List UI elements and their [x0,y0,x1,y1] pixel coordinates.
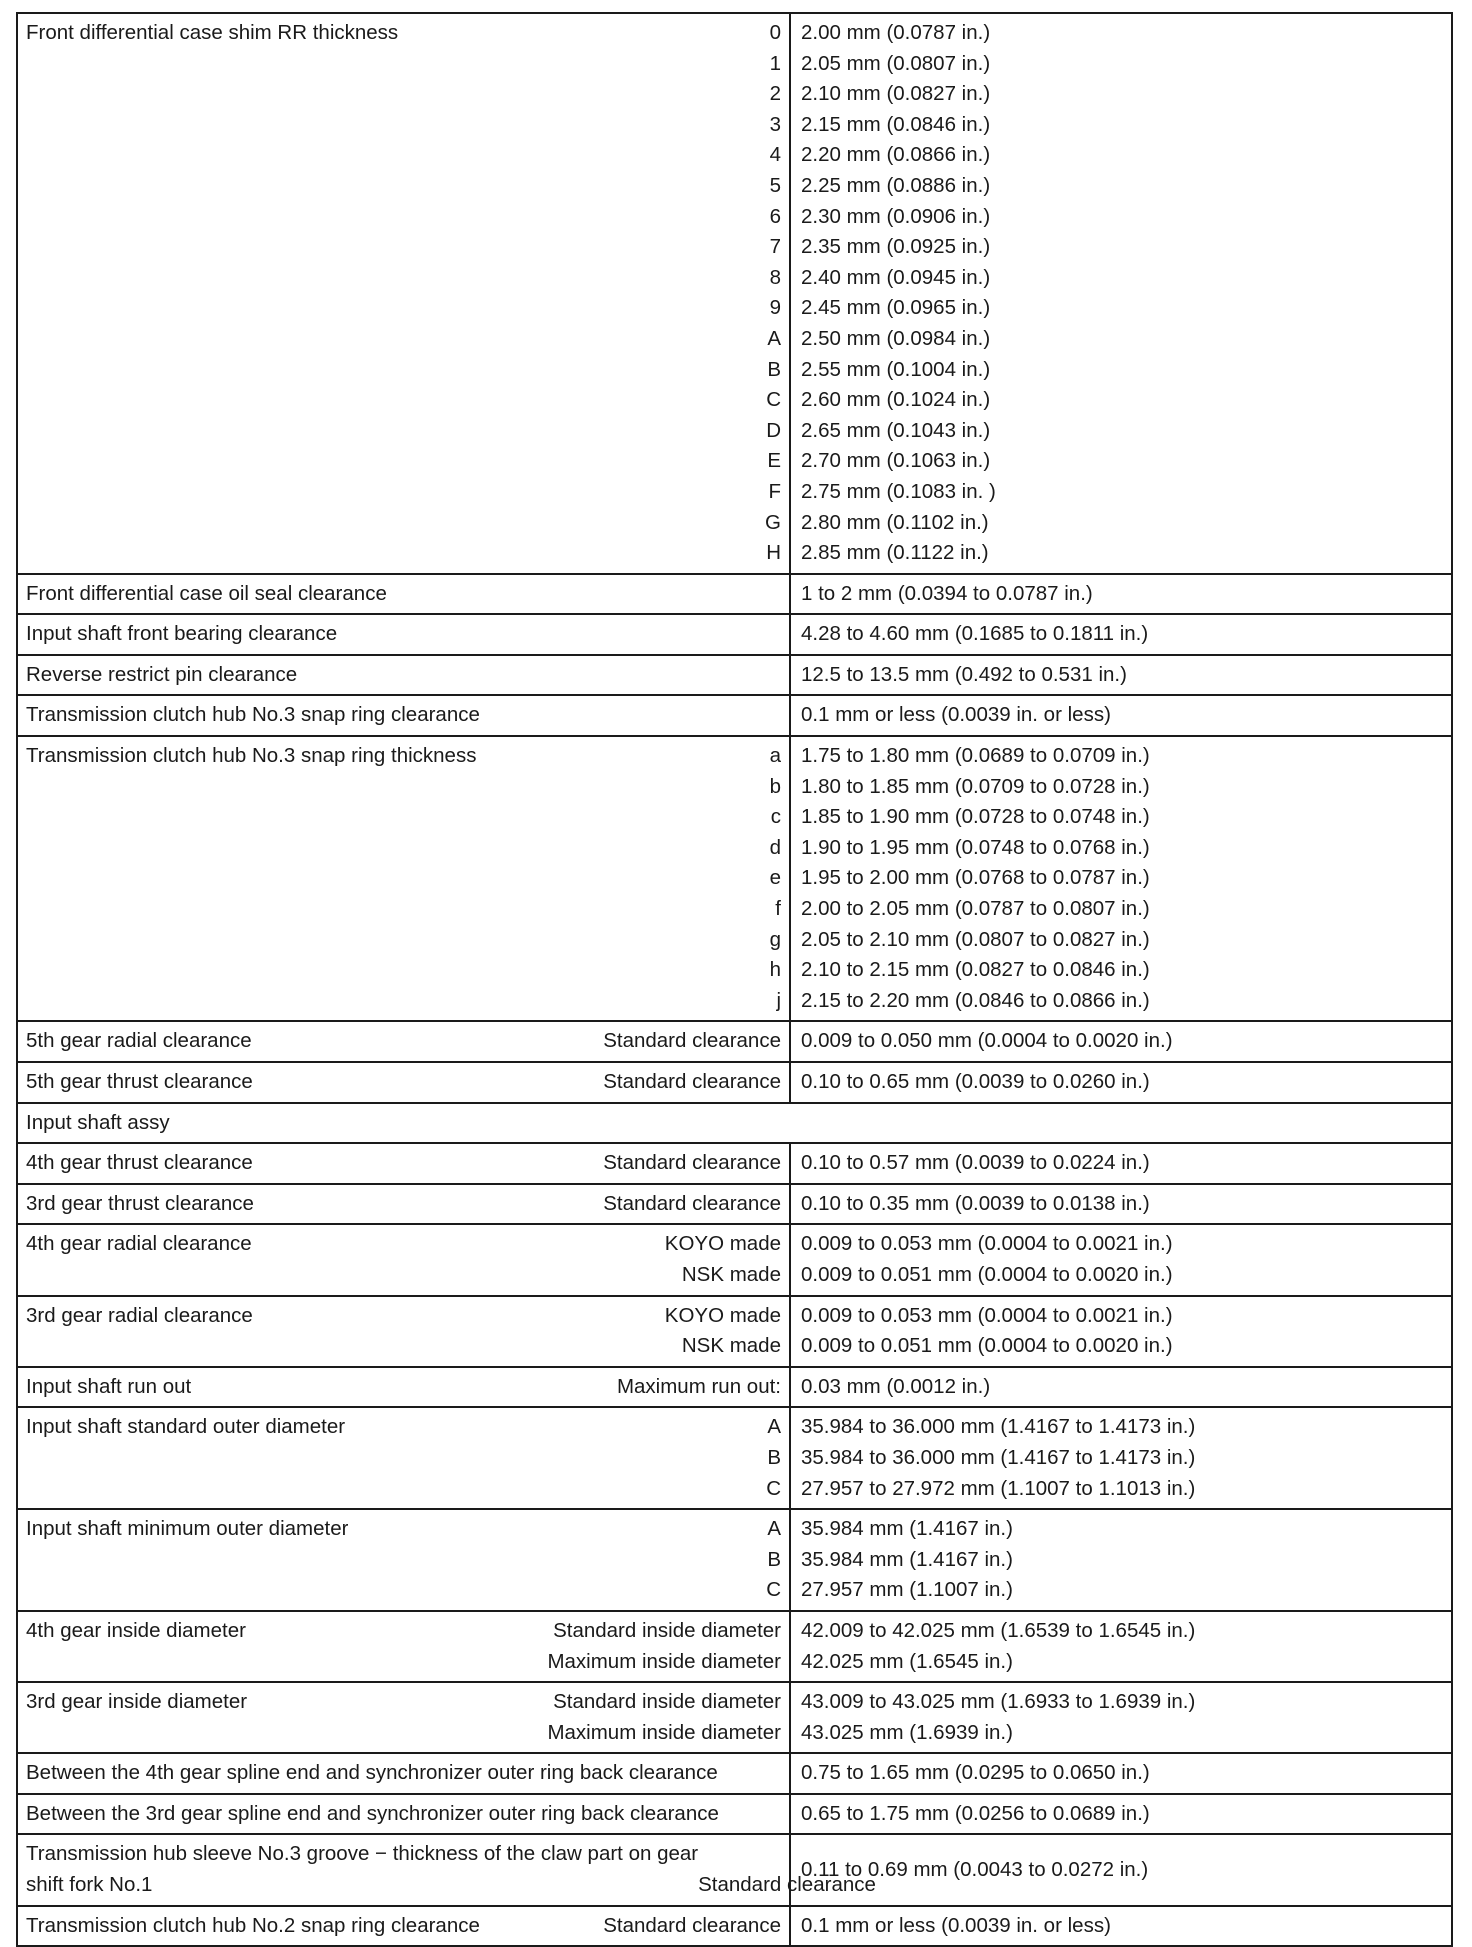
spec-value: 0.009 to 0.051 mm (0.0004 to 0.0020 in.) [801,1262,1173,1286]
spec-condition-group [770,741,781,1016]
spec-item-cell [17,736,790,1021]
spec-condition-group [766,1412,781,1504]
spec-value-cell [790,1143,1452,1184]
spec-item-label-group [26,1514,348,1606]
spec-item-label-group [26,1229,252,1290]
spec-condition-label: NSK made [681,1334,781,1358]
spec-value: 0.03 mm (0.0012 in.) [801,1374,991,1398]
spec-item-label: Reverse restrict pin clearance [26,662,298,686]
spec-item-cell [17,574,790,615]
spec-item-content [26,1412,781,1504]
spec-value-cell [790,695,1452,736]
spec-value: 2.10 to 2.15 mm (0.0827 to 0.0846 in.) [801,958,1150,982]
spec-item-cell [17,695,790,736]
spec-item-label: Transmission clutch hub No.3 snap ring clearance [26,703,480,727]
spec-condition-label: E [767,449,781,473]
spec-value: 1.90 to 1.95 mm (0.0748 to 0.0768 in.) [801,835,1150,859]
spec-item-label-group [26,1301,253,1362]
spec-value: 27.957 to 27.972 mm (1.1007 to 1.1013 in.) [801,1476,1196,1500]
spec-row [17,1367,1452,1408]
spec-condition-label: A [767,1415,781,1439]
spec-value: 1.75 to 1.80 mm (0.0689 to 0.0709 in.) [801,744,1150,768]
spec-item-content [26,700,781,731]
spec-item-content [26,1189,781,1220]
spec-value: 0.009 to 0.053 mm (0.0004 to 0.0021 in.) [801,1303,1173,1327]
spec-value-cell [790,1906,1452,1947]
spec-item-label-group [26,1911,480,1942]
spec-item-cell [17,1143,790,1184]
spec-value: 2.35 mm (0.0925 in.) [801,235,991,259]
spec-item-label-group [26,1108,170,1139]
spec-value: 43.009 to 43.025 mm (1.6933 to 1.6939 in.) [801,1690,1196,1714]
spec-item-label: Front differential case shim RR thickness [26,21,399,44]
spec-condition-label: G [765,510,781,534]
spec-item-label: 3rd gear inside diameter [26,1690,248,1714]
spec-condition-label: Standard inside diameter [553,1618,781,1642]
spec-item-label: Input shaft run out [26,1374,192,1398]
spec-condition-label: d [769,835,781,859]
spec-value-cell [790,13,1452,574]
spec-item-label-group [26,1799,719,1830]
spec-item-cell [17,1296,790,1367]
spec-condition-label: H [766,541,781,565]
spec-condition-label: 6 [769,204,781,228]
spec-value: 2.15 mm (0.0846 in.) [801,112,991,136]
spec-item-label: 4th gear radial clearance [26,1232,252,1256]
spec-value-cell [790,1753,1452,1794]
spec-row [17,1143,1452,1184]
spec-row [17,655,1452,696]
spec-item-cell [17,1021,790,1062]
spec-value: 42.009 to 42.025 mm (1.6539 to 1.6545 in.) [801,1618,1196,1642]
spec-condition-label: c [770,805,781,829]
spec-row [17,614,1452,655]
spec-item-content [26,1758,781,1789]
spec-condition-label: Standard clearance [603,1191,781,1215]
spec-condition-group [603,1911,781,1942]
spec-item-label-group [26,579,387,610]
spec-value-cell [790,614,1452,655]
spec-value-cell [790,1794,1452,1835]
spec-value-cell [790,574,1452,615]
spec-condition-label: KOYO made [664,1232,781,1256]
spec-condition-label: 5 [769,173,781,197]
spec-value-cell [790,655,1452,696]
spec-item-label: 3rd gear radial clearance [26,1303,253,1327]
spec-item-content [26,1799,781,1830]
spec-item-content [26,18,781,569]
spec-value: 2.45 mm (0.0965 in.) [801,296,991,320]
spec-value: 35.984 mm (1.4167 in.) [801,1547,1013,1571]
spec-item-content [26,619,781,650]
spec-condition-label: B [767,357,781,381]
spec-condition-label: C [766,388,781,412]
spec-condition-label: Maximum run out: [616,1374,781,1398]
spec-condition-label: Maximum inside diameter [547,1720,781,1744]
spec-condition-label: KOYO made [664,1303,781,1327]
spec-value: 2.00 mm (0.0787 in.) [801,21,991,44]
spec-item-cell [17,13,790,574]
spec-condition-label: Standard inside diameter [553,1690,781,1714]
spec-item-content [26,1514,781,1606]
spec-item-label: Input shaft front bearing clearance [26,622,338,646]
spec-condition-label: Standard clearance [698,1873,876,1897]
spec-value: 0.10 to 0.35 mm (0.0039 to 0.0138 in.) [801,1191,1150,1215]
spec-value: 2.70 mm (0.1063 in.) [801,449,991,473]
spec-value: 0.10 to 0.65 mm (0.0039 to 0.0260 in.) [801,1070,1150,1093]
spec-item-cell [17,1753,790,1794]
spec-item-label-group [26,1616,246,1677]
spec-condition-label: Standard clearance [603,1151,781,1175]
spec-value: 2.00 to 2.05 mm (0.0787 to 0.0807 in.) [801,897,1150,921]
spec-item-content [26,1229,781,1290]
spec-item-cell [17,1407,790,1509]
spec-item-content [26,1687,781,1748]
spec-row [17,1753,1452,1794]
spec-condition-label: B [767,1445,781,1469]
spec-condition-group [603,1067,781,1098]
spec-item-cell [17,1224,790,1295]
spec-value-cell [790,1407,1452,1509]
spec-value: 2.25 mm (0.0886 in.) [801,173,991,197]
spec-condition-group [617,1372,781,1403]
spec-value: 0.11 to 0.69 mm (0.0043 to 0.0272 in.) [801,1857,1149,1881]
spec-value-cell [790,1021,1452,1062]
spec-item-content [26,1108,1443,1139]
spec-condition-label: 0 [769,21,781,44]
spec-row [17,695,1452,736]
spec-condition-label: A [767,326,781,350]
spec-value: 35.984 to 36.000 mm (1.4167 to 1.4173 in.) [801,1415,1196,1439]
spec-value-cell [790,1062,1452,1103]
spec-condition-group [665,1229,781,1290]
spec-item-cell [17,1184,790,1225]
spec-value: 2.65 mm (0.1043 in.) [801,418,991,442]
spec-item-label: Input shaft assy [26,1110,170,1134]
spec-item-label-group [26,700,480,731]
spec-condition-group [765,18,781,569]
spec-item-label: Input shaft minimum outer diameter [26,1517,349,1541]
spec-condition-label: Standard clearance [603,1913,781,1937]
spec-condition-label: h [769,958,781,982]
spec-value: 2.75 mm (0.1083 in. ) [801,479,996,503]
spec-condition-group [547,1616,781,1677]
spec-item-label-group [26,660,297,691]
spec-item-cell [17,614,790,655]
spec-value: 2.05 to 2.10 mm (0.0807 to 0.0827 in.) [801,927,1150,951]
spec-item-content [26,1616,781,1677]
spec-condition-label: b [769,774,781,798]
spec-value-cell [790,1224,1452,1295]
spec-condition-label: 8 [769,265,781,289]
spec-row [17,1062,1452,1103]
spec-row [17,1224,1452,1295]
spec-item-label-group [26,619,337,650]
spec-row [17,1407,1452,1509]
spec-item-content [26,1067,781,1098]
spec-item-label: 5th gear thrust clearance [26,1070,253,1093]
spec-condition-label: C [766,1476,781,1500]
spec-item-label-group [26,1758,718,1789]
spec-condition-group [665,1301,781,1362]
spec-item-label-group [26,1687,247,1748]
spec-item-cell [17,1062,790,1103]
spec-condition-label: A [767,1517,781,1541]
spec-value-cell [790,1611,1452,1682]
spec-item-label: Transmission hub sleeve No.3 groove − thickness of the claw part on gear [26,1842,699,1866]
spec-condition-label: Standard clearance [603,1070,781,1093]
specification-table [16,12,1453,1947]
spec-value: 2.30 mm (0.0906 in.) [801,204,991,228]
spec-value: 1.95 to 2.00 mm (0.0768 to 0.0787 in.) [801,866,1150,890]
spec-item-label-group [26,1026,252,1057]
spec-value: 1 to 2 mm (0.0394 to 0.0787 in.) [801,581,1093,605]
spec-item-content [26,1839,876,1900]
spec-condition-group [603,1189,781,1220]
spec-value: 0.75 to 1.65 mm (0.0295 to 0.0650 in.) [801,1761,1150,1785]
spec-condition-label: 9 [769,296,781,320]
spec-item-label: 5th gear radial clearance [26,1029,252,1053]
spec-item-cell [17,1611,790,1682]
spec-item-label: Input shaft standard outer diameter [26,1415,346,1439]
spec-row [17,1021,1452,1062]
spec-item-content [26,579,781,610]
spec-value: 27.957 mm (1.1007 in.) [801,1578,1013,1602]
spec-value: 0.009 to 0.050 mm (0.0004 to 0.0020 in.) [801,1029,1173,1053]
spec-value: 2.50 mm (0.0984 in.) [801,326,991,350]
spec-condition-label: a [769,744,781,768]
spec-value: 0.1 mm or less (0.0039 in. or less) [801,703,1111,727]
spec-condition-label: B [767,1547,781,1571]
spec-item-label-group [26,1839,698,1900]
spec-value: 35.984 to 36.000 mm (1.4167 to 1.4173 in.) [801,1445,1196,1469]
spec-item-content [26,1148,781,1179]
spec-item-label-group [26,1372,191,1403]
spec-item-label: shift fork No.1 [26,1873,153,1897]
spec-row [17,1611,1452,1682]
spec-value: 0.1 mm or less (0.0039 in. or less) [801,1913,1111,1937]
spec-row [17,13,1452,574]
spec-row [17,736,1452,1021]
spec-value-cell [790,1367,1452,1408]
spec-item-content [26,1372,781,1403]
spec-value-cell [790,1834,1452,1905]
spec-condition-label: f [775,897,781,921]
spec-item-label-group [26,1067,253,1098]
spec-item-label: 4th gear inside diameter [26,1618,246,1642]
spec-item-cell [17,1103,1452,1144]
spec-condition-label: 7 [769,235,781,259]
spec-value-cell [790,1184,1452,1225]
spec-value: 0.65 to 1.75 mm (0.0256 to 0.0689 in.) [801,1801,1150,1825]
spec-item-cell [17,1794,790,1835]
spec-item-label: Transmission clutch hub No.2 snap ring clearance [26,1913,480,1937]
spec-value: 43.025 mm (1.6939 in.) [801,1720,1013,1744]
spec-value: 2.05 mm (0.0807 in.) [801,51,991,75]
spec-item-cell [17,1906,790,1947]
spec-item-label: Transmission clutch hub No.3 snap ring thickness [26,744,477,768]
spec-item-label: Front differential case oil seal clearance [26,581,387,605]
spec-condition-group [603,1148,781,1179]
spec-value: 2.55 mm (0.1004 in.) [801,357,991,381]
spec-value: 2.80 mm (0.1102 in.) [801,510,989,534]
spec-condition-label: g [769,927,781,951]
spec-row [17,1794,1452,1835]
spec-condition-label: 1 [769,51,781,75]
spec-row [17,1682,1452,1753]
spec-item-label-group [26,18,398,569]
spec-condition-label: Standard clearance [603,1029,781,1053]
spec-condition-label: 3 [769,112,781,136]
spec-value: 2.10 mm (0.0827 in.) [801,82,991,106]
spec-item-cell [17,1367,790,1408]
spec-value: 42.025 mm (1.6545 in.) [801,1649,1013,1673]
spec-value: 1.85 to 1.90 mm (0.0728 to 0.0748 in.) [801,805,1150,829]
spec-value: 0.10 to 0.57 mm (0.0039 to 0.0224 in.) [801,1151,1150,1175]
spec-condition-label: 2 [769,82,781,106]
spec-condition-label: NSK made [681,1262,781,1286]
spec-item-content [26,1301,781,1362]
spec-value: 12.5 to 13.5 mm (0.492 to 0.531 in.) [801,662,1127,686]
spec-item-label: Between the 4th gear spline end and synchronizer outer ring back clearance [26,1761,718,1785]
spec-condition-label: Maximum inside diameter [547,1649,781,1673]
spec-item-content [26,660,781,691]
spec-row [17,1906,1452,1947]
spec-condition-label: C [766,1578,781,1602]
spec-value: 35.984 mm (1.4167 in.) [801,1517,1013,1541]
spec-item-label-group [26,741,476,1016]
spec-value: 4.28 to 4.60 mm (0.1685 to 0.1811 in.) [801,622,1149,646]
spec-item-label: 3rd gear thrust clearance [26,1191,254,1215]
spec-row [17,1184,1452,1225]
spec-item-cell [17,1682,790,1753]
spec-value-cell [790,1296,1452,1367]
spec-value: 2.85 mm (0.1122 in.) [801,541,989,565]
spec-condition-label: 4 [769,143,781,167]
spec-item-cell [17,1509,790,1611]
spec-value: 2.60 mm (0.1024 in.) [801,388,991,412]
spec-value-cell [790,1682,1452,1753]
spec-condition-label: F [768,479,781,503]
spec-row [17,1509,1452,1611]
spec-value-cell [790,736,1452,1021]
spec-item-content [26,1026,781,1057]
spec-row [17,1296,1452,1367]
spec-value: 0.009 to 0.051 mm (0.0004 to 0.0020 in.) [801,1334,1173,1358]
spec-condition-group [603,1026,781,1057]
spec-item-label-group [26,1148,253,1179]
spec-item-cell [17,1834,876,1905]
spec-value: 1.80 to 1.85 mm (0.0709 to 0.0728 in.) [801,774,1150,798]
spec-row [17,574,1452,615]
spec-value-cell [790,1509,1452,1611]
spec-item-label-group [26,1412,345,1504]
spec-value: 2.15 to 2.20 mm (0.0846 to 0.0866 in.) [801,988,1150,1012]
spec-value: 0.009 to 0.053 mm (0.0004 to 0.0021 in.) [801,1232,1173,1256]
spec-item-content [26,1911,781,1942]
spec-item-content [26,741,781,1016]
spec-item-label: Between the 3rd gear spline end and synchronizer outer ring back clearance [26,1801,719,1825]
spec-value: 2.20 mm (0.0866 in.) [801,143,991,167]
spec-condition-label: D [766,418,781,442]
spec-condition-label: j [776,988,781,1012]
spec-condition-group [766,1514,781,1606]
spec-item-label: 4th gear thrust clearance [26,1151,253,1175]
spec-item-cell [17,655,790,696]
spec-item-label-group [26,1189,254,1220]
spec-condition-group [547,1687,781,1748]
spec-row [17,1834,1452,1905]
spec-row [17,1103,1452,1144]
spec-value: 2.40 mm (0.0945 in.) [801,265,991,289]
spec-condition-label: e [769,866,781,890]
